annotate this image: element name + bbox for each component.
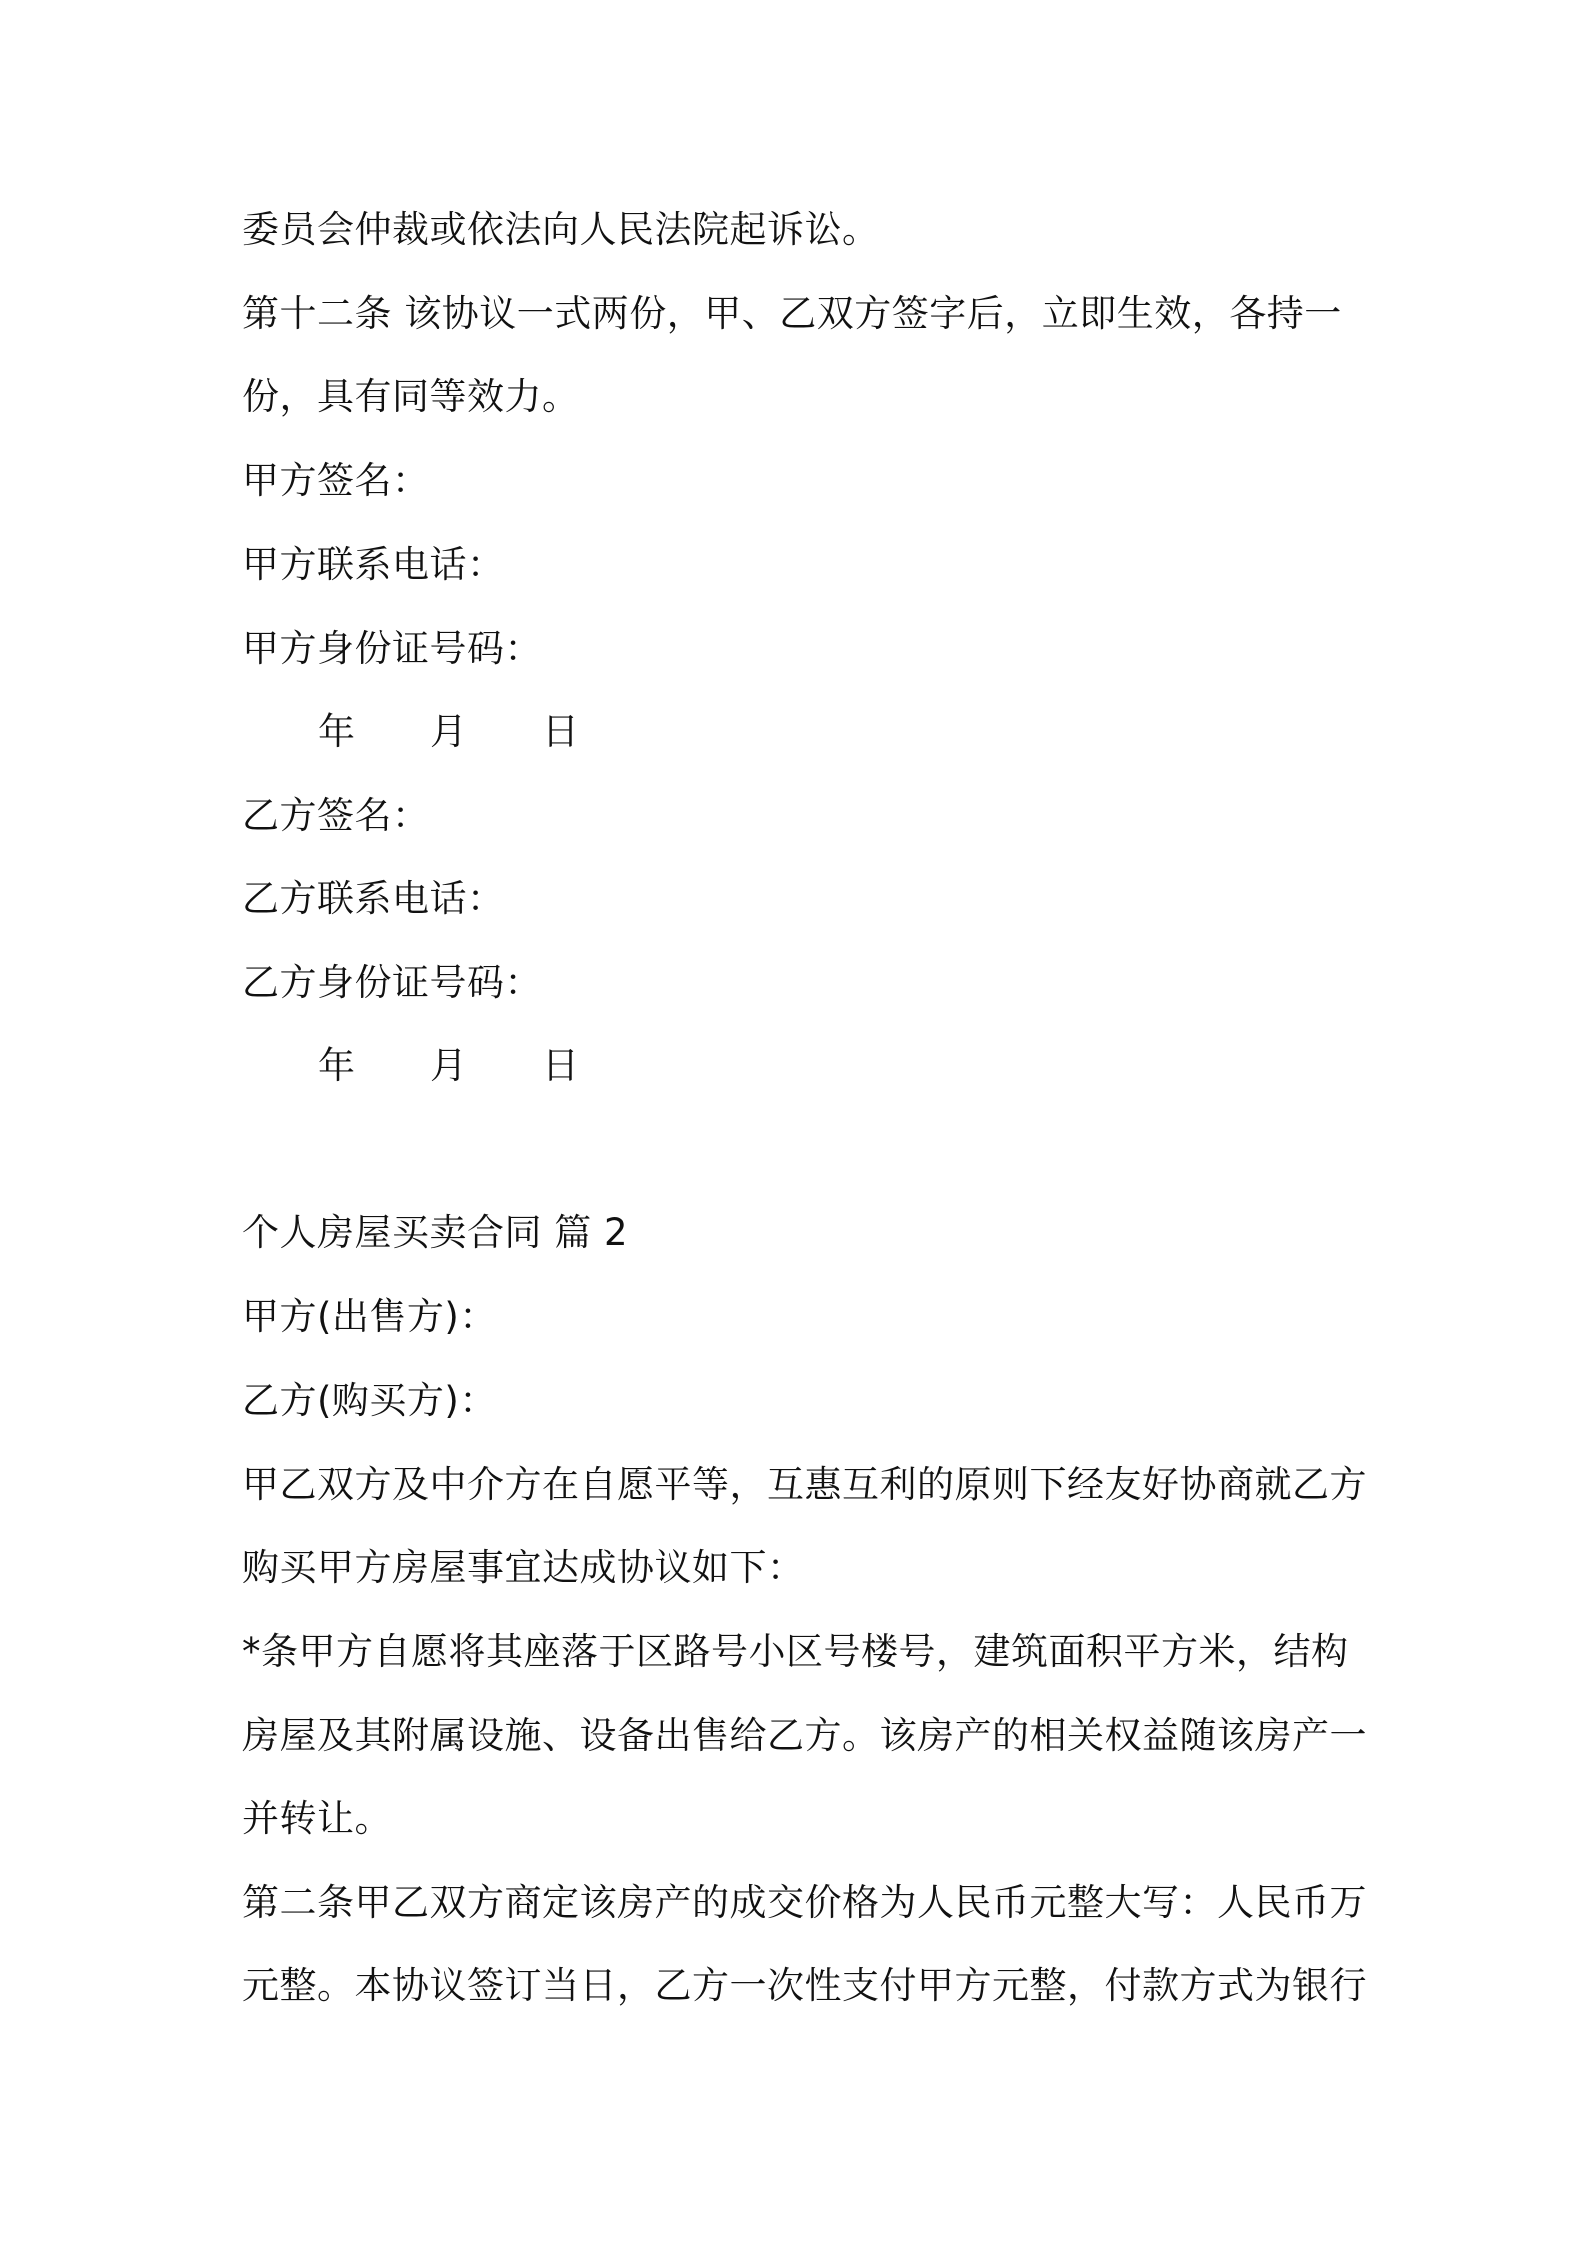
contract-title: 个人房屋买卖合同 篇 2: [242, 1211, 629, 1254]
party-a-signature-label: 甲方签名：: [242, 459, 430, 502]
text-line-article-12: 第十二条 该协议一式两份，甲、乙双方签字后，立即生效，各持一: [242, 292, 1342, 335]
party-a-id-label: 甲方身份证号码：: [242, 627, 542, 670]
date-month-label: 月: [430, 710, 467, 753]
text-line-preamble-cont: 购买甲方房屋事宜达成协议如下：: [242, 1546, 805, 1589]
party-a-date-line: [318, 709, 579, 755]
party-a-phone-label: 甲方联系电话：: [242, 543, 505, 586]
text-line-article-2: 第二条甲乙双方商定该房产的成交价格为人民币元整大写：人民币万: [242, 1881, 1367, 1924]
text-line-arbitration: 委员会仲裁或依法向人民法院起诉讼。: [242, 208, 880, 251]
party-b-buyer-label: 乙方(购买方)：: [242, 1379, 497, 1422]
date-day-label: 日: [542, 1044, 579, 1087]
party-b-signature-label: 乙方签名：: [242, 794, 430, 837]
party-b-id-label: 乙方身份证号码：: [242, 961, 542, 1004]
text-line-article-1-cont: 房屋及其附属设施、设备出售给乙方。该房产的相关权益随该房产一: [242, 1714, 1367, 1757]
text-line-article-1-end: 并转让。: [242, 1797, 392, 1840]
party-a-seller-label: 甲方(出售方)：: [242, 1295, 497, 1338]
date-year-label: 年: [318, 1044, 355, 1087]
party-b-date-line: [318, 1043, 579, 1089]
date-day-label: 日: [542, 710, 579, 753]
text-line-article-1: *条甲方自愿将其座落于区路号小区号楼号，建筑面积平方米，结构: [242, 1630, 1349, 1673]
text-line-article-2-cont: 元整。本协议签订当日，乙方一次性支付甲方元整，付款方式为银行: [242, 1964, 1367, 2007]
text-line-preamble: 甲乙双方及中介方在自愿平等，互惠互利的原则下经友好协商就乙方: [242, 1463, 1367, 1506]
date-year-label: 年: [318, 710, 355, 753]
party-b-phone-label: 乙方联系电话：: [242, 877, 505, 920]
date-month-label: 月: [430, 1044, 467, 1087]
text-line-article-12-cont: 份，具有同等效力。: [242, 375, 580, 418]
